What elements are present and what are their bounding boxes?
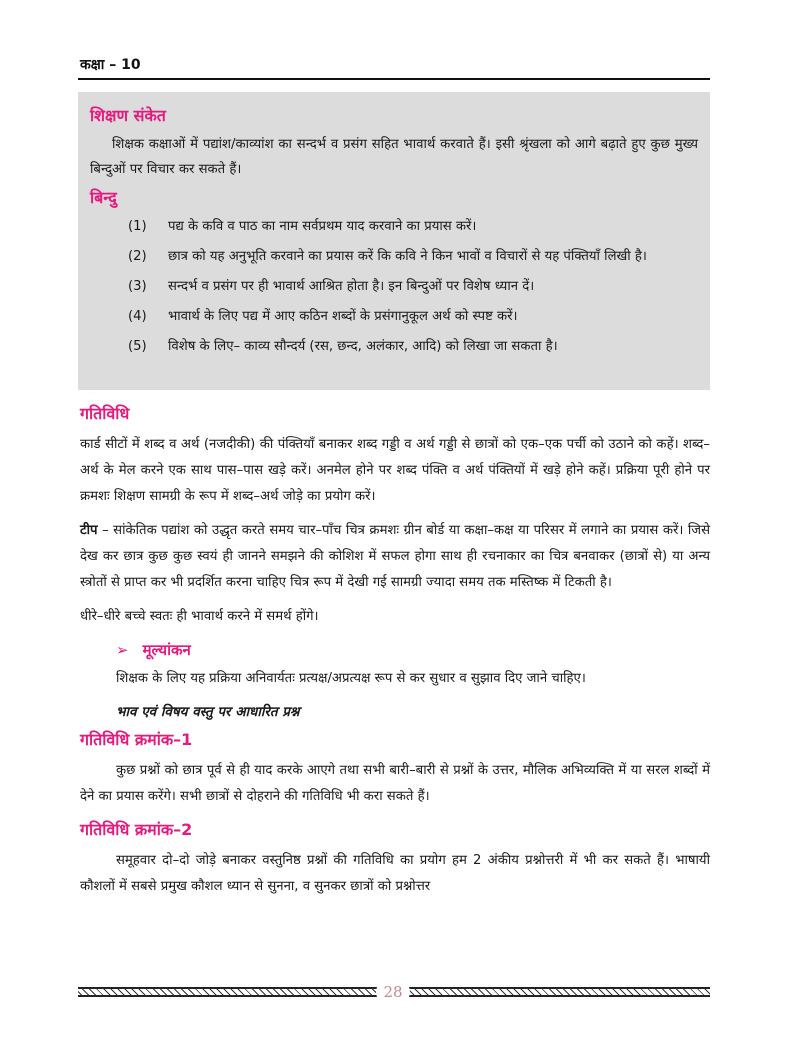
point-text: सन्दर्भ व प्रसंग पर ही भावार्थ आश्रित होता है। इन बिन्दुओं पर विशेष ध्यान दें। [168, 279, 535, 294]
point-number: (4) [128, 309, 147, 324]
points-title: बिन्दु [90, 188, 117, 207]
point-text: विशेष के लिए– काव्य सौन्दर्य (रस, छन्द, अलंकार, आदि) को लिखा जा सकता है। [168, 339, 558, 354]
note-text: – सांकेतिक पद्यांश को उद्धृत करते समय चार–पाँच चित्र क्रमशः ग्रीन बोर्ड या कक्षा–कक्ष या परिसर में लगाने का प्रयास करें। जिसे देख कर छात्र कुछ कुछ स्वयं ही जानने समझने की कोशिश में सफल होगा साथ ही रचनाकार का चित्र बनवाकर (छात्रों से) या अन्य स्त्रोतों से प्राप्त कर भी प्रदर्शित करना चाहिए चित्र रूप में देखी गई सामग्री ज्यादा समय तक मस्तिष्क में टिकती है। [80, 523, 710, 590]
main-content [80, 402, 710, 908]
header-divider [78, 78, 710, 80]
list-item [90, 274, 698, 299]
point-number: (2) [128, 249, 147, 264]
list-item [90, 214, 698, 239]
note-label: टीप [80, 523, 98, 538]
evaluation-title: मूल्यांकन [142, 641, 191, 659]
note-paragraph [80, 518, 710, 596]
evaluation-paragraph: शिक्षक के लिए यह प्रक्रिया अनिवार्यतः प्रत्यक्ष/अप्रत्यक्ष रूप से कर सुधार व सुझाव दिए जाने चाहिए। [116, 671, 586, 686]
point-number: (5) [128, 339, 147, 354]
evaluation-heading [116, 638, 710, 662]
teaching-hints-box [78, 92, 710, 390]
activity-1-heading: गतिविधि क्रमांक–1 [80, 730, 193, 749]
teaching-hints-title: शिक्षण संकेत [90, 106, 166, 125]
point-number: (1) [128, 219, 147, 234]
points-list [90, 214, 698, 359]
point-text: पद्य के कवि व पाठ का नाम सर्वप्रथम याद करवाने का प्रयास करें। [168, 219, 477, 234]
activity-2-paragraph: समूहवार दो–दो जोड़े बनाकर वस्तुनिष्ठ प्रश्नों की गतिविधि का प्रयोग हम 2 अंकीय प्रश्नोत्तरी में भी कर सकते हैं। भाषायी कौशलों में सबसे प्रमुख कौशल ध्यान से सुनना, व सुनकर छात्रों को प्रश्नोत्तर [80, 853, 710, 894]
list-item [90, 244, 698, 269]
arrow-bullet-icon: ➢ [116, 641, 129, 659]
class-label: कक्षा – 10 [80, 57, 141, 73]
gradual-paragraph: धीरे–धीरे बच्चे स्वतः ही भावार्थ करने में समर्थ होंगे। [80, 609, 319, 624]
questions-heading: भाव एवं विषय वस्तु पर आधारित प्रश्न [116, 704, 300, 720]
point-text: छात्र को यह अनुभूति करवाने का प्रयास करें कि कवि ने किन भावों व विचारों से यह पंक्तियाँ लिखी है। [168, 249, 647, 264]
activity-paragraph: कार्ड सीटों में शब्द व अर्थ (नजदीकी) की पंक्तियाँ बनाकर शब्द गड्डी व अर्थ गड्डी से छात्रों को एक–एक पर्ची को उठाने को कहें। शब्द–अर्थ के मेल करने एक साथ पास–पास खड़े करें। अनमेल होने पर शब्द पंक्ति व अर्थ पंक्तियों में खड़े होने कहें। प्रक्रिया पूरी होने पर क्रमशः शिक्षण सामग्री के रूप में शब्द–अर्थ जोड़े का प्रयोग करें। [80, 437, 710, 504]
activity-1-paragraph: कुछ प्रश्नों को छात्र पूर्व से ही याद करके आएगे तथा सभी बारी–बारी से प्रश्नों के उत्तर, मौलिक अभिव्यक्ति में या सरल शब्दों में देने का प्रयास करेंगे। सभी छात्रों से दोहराने की गतिविधि भी करा सकते हैं। [80, 763, 710, 804]
point-text: भावार्थ के लिए पद्य में आए कठिन शब्दों के प्रसंगानुकूल अर्थ को स्पष्ट करें। [168, 309, 518, 324]
teaching-hints-intro: शिक्षक कक्षाओं में पद्यांश/काव्यांश का सन्दर्भ व प्रसंग सहित भावार्थ करवाते हैं। इसी श्रृंखला को आगे बढ़ाते हुए कुछ मुख्य बिन्दुओं पर विचार कर सकते हैं। [90, 137, 698, 177]
page-number: 28 [376, 980, 410, 1004]
activity-heading: गतिविधि [80, 404, 130, 423]
point-number: (3) [128, 279, 147, 294]
list-item [90, 334, 698, 359]
list-item [90, 304, 698, 329]
activity-2-heading: गतिविधि क्रमांक–2 [80, 820, 193, 839]
